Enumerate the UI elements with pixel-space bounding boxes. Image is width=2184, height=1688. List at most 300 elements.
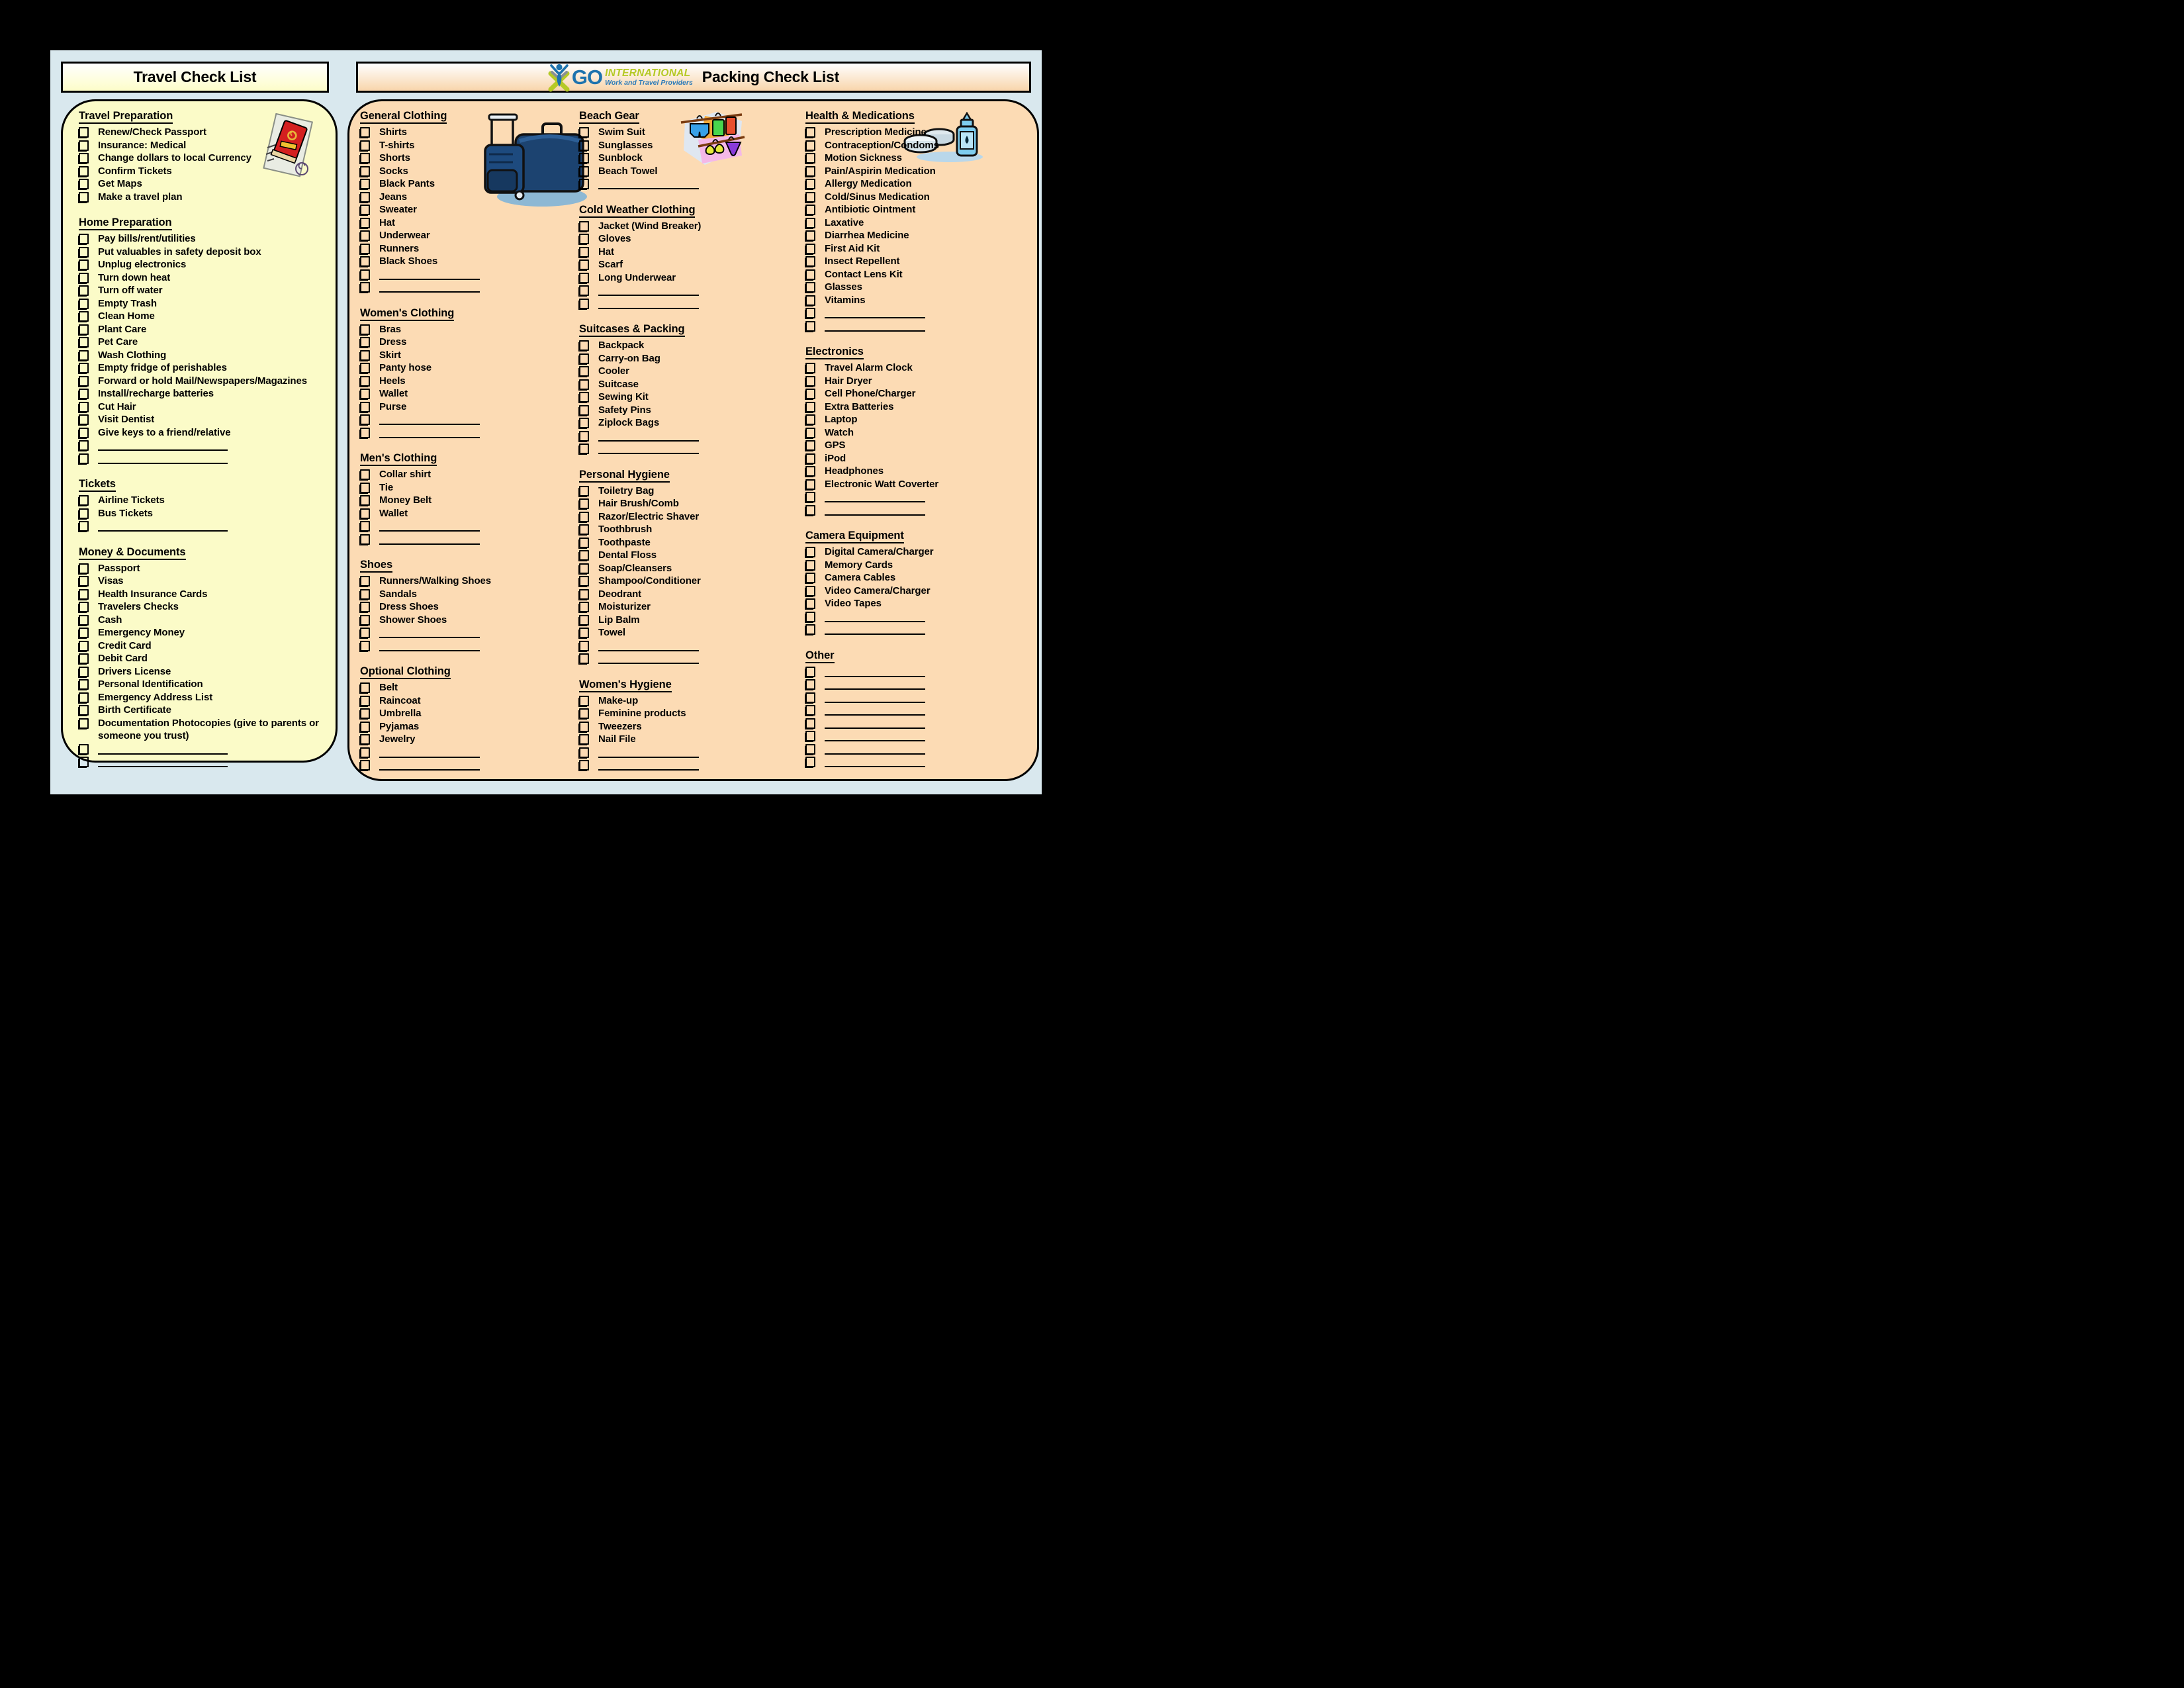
checklist-row: [579, 391, 797, 404]
checklist-row: [79, 704, 326, 717]
item-label: Cut Hair: [98, 400, 136, 412]
empty-checkbox-icon[interactable]: [579, 708, 589, 719]
empty-checkbox-icon[interactable]: [79, 140, 89, 151]
blank-line[interactable]: [598, 444, 699, 454]
checklist-row: [805, 691, 1028, 704]
empty-checkbox-icon[interactable]: [579, 734, 589, 745]
item-label: Hair Brush/Comb: [598, 498, 679, 509]
empty-checkbox-icon[interactable]: [360, 414, 370, 425]
checklist-row: [79, 191, 326, 204]
blank-line[interactable]: [598, 760, 699, 771]
checklist-row: [805, 268, 1028, 281]
item-label: Make a travel plan: [98, 191, 183, 203]
item-label: Deodrant: [598, 588, 642, 600]
blank-line[interactable]: [379, 628, 480, 638]
blank-line[interactable]: [598, 641, 699, 651]
blank-line[interactable]: [379, 269, 480, 280]
empty-checkbox-icon[interactable]: [79, 705, 89, 716]
empty-checkbox-icon[interactable]: [360, 337, 370, 348]
item-label: Cold/Sinus Medication: [825, 191, 930, 203]
empty-checkbox-icon[interactable]: [805, 428, 815, 438]
empty-checkbox-icon[interactable]: [805, 269, 815, 280]
empty-checkbox-icon[interactable]: [360, 747, 370, 758]
empty-checkbox-icon[interactable]: [79, 363, 89, 373]
empty-checkbox-icon[interactable]: [79, 589, 89, 600]
empty-checkbox-icon[interactable]: [360, 205, 370, 215]
item-label: Runners: [379, 242, 420, 254]
checklist-section: [360, 665, 570, 772]
empty-checkbox-icon[interactable]: [360, 469, 370, 480]
empty-checkbox-icon[interactable]: [360, 179, 370, 189]
item-label: Sandals: [379, 588, 417, 600]
item-label: Health Insurance Cards: [98, 588, 208, 600]
empty-checkbox-icon[interactable]: [805, 624, 815, 635]
checklist-section: [579, 468, 797, 665]
empty-checkbox-icon[interactable]: [805, 547, 815, 557]
empty-checkbox-icon[interactable]: [360, 428, 370, 438]
section-title: Suitcases & Packing: [579, 322, 685, 337]
checklist-row: [579, 759, 797, 772]
blank-line[interactable]: [825, 731, 925, 741]
empty-checkbox-icon[interactable]: [79, 350, 89, 361]
item-label: Plant Care: [98, 323, 147, 335]
item-label: Lip Balm: [598, 614, 640, 626]
empty-checkbox-icon[interactable]: [360, 230, 370, 241]
empty-checkbox-icon[interactable]: [79, 628, 89, 638]
empty-checkbox-icon[interactable]: [579, 538, 589, 548]
blank-line[interactable]: [825, 667, 925, 677]
empty-checkbox-icon[interactable]: [79, 127, 89, 138]
empty-checkbox-icon[interactable]: [805, 505, 815, 516]
checklist-row: [360, 626, 570, 639]
item-label: Sweater: [379, 204, 417, 215]
blank-line[interactable]: [379, 428, 480, 438]
checklist-section: [79, 545, 326, 769]
checklist-row: [360, 426, 570, 440]
empty-checkbox-icon[interactable]: [79, 428, 89, 438]
empty-checkbox-icon[interactable]: [79, 273, 89, 283]
empty-checkbox-icon[interactable]: [805, 205, 815, 215]
empty-checkbox-icon[interactable]: [805, 453, 815, 464]
empty-checkbox-icon[interactable]: [579, 127, 589, 138]
blank-line[interactable]: [379, 747, 480, 758]
empty-checkbox-icon[interactable]: [360, 534, 370, 545]
item-label: Dress: [379, 336, 407, 348]
checklist-row: [79, 375, 326, 388]
empty-checkbox-icon[interactable]: [79, 285, 89, 296]
blank-line[interactable]: [825, 679, 925, 690]
empty-checkbox-icon[interactable]: [360, 244, 370, 254]
empty-checkbox-icon[interactable]: [579, 179, 589, 189]
empty-checkbox-icon[interactable]: [79, 653, 89, 664]
blank-line[interactable]: [98, 453, 228, 464]
checklist-row: [360, 268, 570, 281]
checklist-row: [805, 294, 1028, 307]
empty-checkbox-icon[interactable]: [805, 573, 815, 583]
empty-checkbox-icon[interactable]: [579, 747, 589, 758]
blank-line[interactable]: [825, 612, 925, 622]
empty-checkbox-icon[interactable]: [805, 598, 815, 609]
item-label: Tie: [379, 481, 394, 493]
empty-checkbox-icon[interactable]: [805, 492, 815, 502]
empty-checkbox-icon[interactable]: [579, 153, 589, 164]
empty-checkbox-icon[interactable]: [360, 153, 370, 164]
item-label: Panty hose: [379, 362, 432, 373]
blank-line[interactable]: [379, 521, 480, 532]
item-label: Underwear: [379, 230, 430, 241]
empty-checkbox-icon[interactable]: [360, 166, 370, 177]
empty-checkbox-icon[interactable]: [805, 363, 815, 373]
blank-line[interactable]: [379, 534, 480, 545]
checklist-row: [579, 416, 797, 430]
blank-line[interactable]: [825, 705, 925, 716]
checklist-row: [805, 571, 1028, 585]
empty-checkbox-icon[interactable]: [79, 192, 89, 203]
checklist-row: [579, 152, 797, 165]
empty-checkbox-icon[interactable]: [805, 402, 815, 412]
checklist-row: [805, 504, 1028, 517]
empty-checkbox-icon[interactable]: [360, 483, 370, 493]
checklist-row: [805, 139, 1028, 152]
empty-checkbox-icon[interactable]: [579, 234, 589, 244]
empty-checkbox-icon[interactable]: [79, 508, 89, 519]
empty-checkbox-icon[interactable]: [79, 389, 89, 399]
blank-line[interactable]: [598, 285, 699, 296]
empty-checkbox-icon[interactable]: [579, 576, 589, 586]
item-label: Motion Sickness: [825, 152, 902, 164]
blank-line[interactable]: [598, 179, 699, 189]
empty-checkbox-icon[interactable]: [79, 259, 89, 270]
blank-line[interactable]: [825, 624, 925, 635]
item-label: Travelers Checks: [98, 601, 179, 612]
blank-line[interactable]: [379, 760, 480, 771]
checklist-section: [579, 203, 797, 310]
item-label: Video Tapes: [825, 598, 882, 609]
empty-checkbox-icon[interactable]: [805, 692, 815, 703]
blank-line[interactable]: [825, 692, 925, 703]
blank-line[interactable]: [98, 744, 228, 755]
empty-checkbox-icon[interactable]: [360, 376, 370, 387]
item-label: Pet Care: [98, 336, 138, 348]
empty-checkbox-icon[interactable]: [579, 722, 589, 732]
item-label: Clean Home: [98, 310, 155, 322]
blank-line[interactable]: [379, 414, 480, 425]
item-label: Ziplock Bags: [598, 417, 660, 428]
empty-checkbox-icon[interactable]: [805, 414, 815, 425]
checklist-row: [360, 216, 570, 230]
checklist-row: [805, 375, 1028, 388]
empty-checkbox-icon[interactable]: [360, 269, 370, 280]
empty-checkbox-icon[interactable]: [579, 366, 589, 377]
empty-checkbox-icon[interactable]: [805, 757, 815, 767]
empty-checkbox-icon[interactable]: [79, 744, 89, 755]
empty-checkbox-icon[interactable]: [79, 166, 89, 177]
document-page: [50, 50, 1042, 794]
empty-checkbox-icon[interactable]: [805, 667, 815, 677]
empty-checkbox-icon[interactable]: [79, 576, 89, 586]
empty-checkbox-icon[interactable]: [79, 563, 89, 574]
empty-checkbox-icon[interactable]: [79, 453, 89, 464]
empty-checkbox-icon[interactable]: [360, 708, 370, 719]
empty-checkbox-icon[interactable]: [79, 641, 89, 651]
empty-checkbox-icon[interactable]: [579, 221, 589, 232]
empty-checkbox-icon[interactable]: [360, 218, 370, 228]
empty-checkbox-icon[interactable]: [805, 295, 815, 306]
empty-checkbox-icon[interactable]: [805, 389, 815, 399]
empty-checkbox-icon[interactable]: [579, 431, 589, 442]
empty-checkbox-icon[interactable]: [360, 256, 370, 267]
empty-checkbox-icon[interactable]: [79, 376, 89, 387]
empty-checkbox-icon[interactable]: [360, 576, 370, 586]
empty-checkbox-icon[interactable]: [805, 679, 815, 690]
empty-checkbox-icon[interactable]: [805, 140, 815, 151]
empty-checkbox-icon[interactable]: [360, 696, 370, 706]
empty-checkbox-icon[interactable]: [805, 705, 815, 716]
item-label: Dress Shoes: [379, 601, 439, 612]
empty-checkbox-icon[interactable]: [805, 230, 815, 241]
empty-checkbox-icon[interactable]: [79, 718, 89, 729]
empty-checkbox-icon[interactable]: [79, 602, 89, 612]
checklist-row: [360, 152, 570, 165]
item-label: Pain/Aspirin Medication: [825, 165, 936, 177]
checklist-row: [79, 562, 326, 575]
empty-checkbox-icon[interactable]: [360, 722, 370, 732]
empty-checkbox-icon[interactable]: [579, 498, 589, 509]
passport-clipart: [258, 113, 316, 183]
checklist-row: [579, 365, 797, 378]
empty-checkbox-icon[interactable]: [579, 760, 589, 771]
empty-checkbox-icon[interactable]: [805, 127, 815, 138]
empty-checkbox-icon[interactable]: [805, 560, 815, 571]
empty-checkbox-icon[interactable]: [805, 179, 815, 189]
checklist-row: [79, 652, 326, 665]
item-label: Towel: [598, 627, 625, 638]
empty-checkbox-icon[interactable]: [360, 127, 370, 138]
blank-line[interactable]: [825, 718, 925, 729]
empty-checkbox-icon[interactable]: [360, 602, 370, 612]
checklist-row: [360, 733, 570, 746]
empty-checkbox-icon[interactable]: [579, 444, 589, 454]
empty-checkbox-icon[interactable]: [79, 414, 89, 425]
empty-checkbox-icon[interactable]: [805, 192, 815, 203]
empty-checkbox-icon[interactable]: [79, 311, 89, 322]
item-label: T-shirts: [379, 139, 415, 151]
checklist-row: [579, 549, 797, 562]
empty-checkbox-icon[interactable]: [805, 612, 815, 622]
checklist-row: [805, 255, 1028, 268]
empty-checkbox-icon[interactable]: [579, 418, 589, 428]
empty-checkbox-icon[interactable]: [805, 321, 815, 332]
blank-line[interactable]: [98, 757, 228, 767]
item-label: Camera Cables: [825, 572, 896, 583]
empty-checkbox-icon[interactable]: [79, 234, 89, 244]
blank-line[interactable]: [379, 282, 480, 293]
empty-checkbox-icon[interactable]: [805, 440, 815, 451]
checklist-row: [579, 497, 797, 510]
empty-checkbox-icon[interactable]: [79, 679, 89, 690]
empty-checkbox-icon[interactable]: [360, 615, 370, 626]
item-label: Antibiotic Ointment: [825, 204, 916, 215]
item-label: Forward or hold Mail/Newspapers/Magazines: [98, 375, 307, 387]
empty-checkbox-icon[interactable]: [579, 379, 589, 390]
empty-checkbox-icon[interactable]: [805, 731, 815, 741]
empty-checkbox-icon[interactable]: [579, 653, 589, 664]
empty-checkbox-icon[interactable]: [579, 550, 589, 561]
item-label: Emergency Address List: [98, 691, 213, 703]
empty-checkbox-icon[interactable]: [79, 440, 89, 451]
checklist-row: [360, 139, 570, 152]
empty-checkbox-icon[interactable]: [579, 524, 589, 535]
empty-checkbox-icon[interactable]: [79, 615, 89, 626]
checklist-section: [360, 306, 570, 440]
empty-checkbox-icon[interactable]: [579, 259, 589, 270]
blank-line[interactable]: [379, 641, 480, 651]
empty-checkbox-icon[interactable]: [360, 389, 370, 399]
item-label: Extra Batteries: [825, 400, 894, 412]
empty-checkbox-icon[interactable]: [579, 353, 589, 364]
empty-checkbox-icon[interactable]: [360, 589, 370, 600]
item-label: Birth Certificate: [98, 704, 171, 716]
empty-checkbox-icon[interactable]: [579, 140, 589, 151]
empty-checkbox-icon[interactable]: [79, 179, 89, 189]
empty-checkbox-icon[interactable]: [360, 760, 370, 771]
empty-checkbox-icon[interactable]: [805, 308, 815, 318]
checklist-section: [360, 109, 570, 294]
blank-line[interactable]: [825, 744, 925, 755]
empty-checkbox-icon[interactable]: [79, 402, 89, 412]
item-label: Get Maps: [98, 178, 142, 189]
empty-checkbox-icon[interactable]: [79, 692, 89, 703]
empty-checkbox-icon[interactable]: [579, 285, 589, 296]
item-label: Change dollars to local Currency: [98, 152, 251, 164]
empty-checkbox-icon[interactable]: [79, 324, 89, 335]
empty-checkbox-icon[interactable]: [360, 628, 370, 638]
empty-checkbox-icon[interactable]: [805, 466, 815, 477]
empty-checkbox-icon[interactable]: [360, 641, 370, 651]
empty-checkbox-icon[interactable]: [360, 192, 370, 203]
item-label: Bras: [379, 323, 401, 335]
empty-checkbox-icon[interactable]: [805, 166, 815, 177]
empty-checkbox-icon[interactable]: [805, 586, 815, 596]
checklist-row: [805, 126, 1028, 139]
empty-checkbox-icon[interactable]: [805, 256, 815, 267]
checklist-row: [79, 452, 326, 465]
checklist-row: [79, 310, 326, 323]
empty-checkbox-icon[interactable]: [579, 696, 589, 706]
item-label: Give keys to a friend/relative: [98, 426, 231, 438]
empty-checkbox-icon[interactable]: [579, 628, 589, 638]
empty-checkbox-icon[interactable]: [805, 244, 815, 254]
blank-line[interactable]: [825, 321, 925, 332]
item-label: Sunblock: [598, 152, 643, 164]
empty-checkbox-icon[interactable]: [579, 340, 589, 351]
item-label: Collar shirt: [379, 469, 431, 480]
empty-checkbox-icon[interactable]: [805, 218, 815, 228]
empty-checkbox-icon[interactable]: [360, 282, 370, 293]
empty-checkbox-icon[interactable]: [805, 744, 815, 755]
travel-checklist-sections: [79, 109, 326, 769]
empty-checkbox-icon[interactable]: [579, 615, 589, 626]
empty-checkbox-icon[interactable]: [579, 299, 589, 309]
empty-checkbox-icon[interactable]: [79, 521, 89, 532]
blank-line[interactable]: [825, 492, 925, 502]
checklist-row: [360, 720, 570, 733]
empty-checkbox-icon[interactable]: [79, 495, 89, 506]
empty-checkbox-icon[interactable]: [79, 757, 89, 767]
blank-line[interactable]: [98, 440, 228, 451]
checklist-row: [79, 387, 326, 400]
blank-line[interactable]: [825, 757, 925, 767]
empty-checkbox-icon[interactable]: [579, 392, 589, 402]
empty-checkbox-icon[interactable]: [579, 602, 589, 612]
blank-line[interactable]: [598, 747, 699, 758]
item-label: Laptop: [825, 414, 858, 425]
empty-checkbox-icon[interactable]: [579, 563, 589, 574]
checklist-row: [579, 510, 797, 524]
empty-checkbox-icon[interactable]: [579, 641, 589, 651]
empty-checkbox-icon[interactable]: [805, 153, 815, 164]
checklist-section: [79, 216, 326, 465]
empty-checkbox-icon[interactable]: [79, 299, 89, 309]
empty-checkbox-icon[interactable]: [360, 324, 370, 335]
empty-checkbox-icon[interactable]: [360, 363, 370, 373]
blank-line[interactable]: [825, 505, 925, 516]
empty-checkbox-icon[interactable]: [579, 486, 589, 496]
checklist-row: [579, 720, 797, 733]
item-label: Toiletry Bag: [598, 485, 655, 496]
empty-checkbox-icon[interactable]: [79, 667, 89, 677]
empty-checkbox-icon[interactable]: [360, 521, 370, 532]
empty-checkbox-icon[interactable]: [360, 350, 370, 361]
empty-checkbox-icon[interactable]: [805, 282, 815, 293]
empty-checkbox-icon[interactable]: [360, 140, 370, 151]
item-label: Belt: [379, 682, 398, 693]
checklist-row: [805, 665, 1028, 679]
checklist-row: [360, 400, 570, 414]
empty-checkbox-icon[interactable]: [360, 495, 370, 506]
empty-checkbox-icon[interactable]: [579, 405, 589, 416]
empty-checkbox-icon[interactable]: [360, 402, 370, 412]
empty-checkbox-icon[interactable]: [360, 734, 370, 745]
empty-checkbox-icon[interactable]: [79, 247, 89, 258]
item-label: Hat: [379, 216, 395, 228]
checklist-row: [579, 232, 797, 246]
checklist-row: [805, 320, 1028, 333]
empty-checkbox-icon[interactable]: [805, 479, 815, 490]
empty-checkbox-icon[interactable]: [579, 247, 589, 258]
empty-checkbox-icon[interactable]: [805, 718, 815, 729]
packing-column-1: [360, 109, 570, 784]
blank-line[interactable]: [598, 299, 699, 309]
blank-line[interactable]: [98, 521, 228, 532]
blank-line[interactable]: [598, 653, 699, 664]
blank-line[interactable]: [598, 431, 699, 442]
empty-checkbox-icon[interactable]: [805, 376, 815, 387]
empty-checkbox-icon[interactable]: [579, 273, 589, 283]
empty-checkbox-icon[interactable]: [79, 153, 89, 164]
empty-checkbox-icon[interactable]: [579, 589, 589, 600]
empty-checkbox-icon[interactable]: [360, 508, 370, 519]
empty-checkbox-icon[interactable]: [579, 512, 589, 522]
empty-checkbox-icon[interactable]: [360, 682, 370, 693]
checklist-row: [805, 755, 1028, 769]
item-label: Pyjamas: [379, 720, 420, 732]
section-title: Camera Equipment: [805, 529, 904, 543]
section-title: Optional Clothing: [360, 665, 451, 679]
empty-checkbox-icon[interactable]: [579, 166, 589, 177]
empty-checkbox-icon[interactable]: [79, 337, 89, 348]
blank-line[interactable]: [825, 308, 925, 318]
